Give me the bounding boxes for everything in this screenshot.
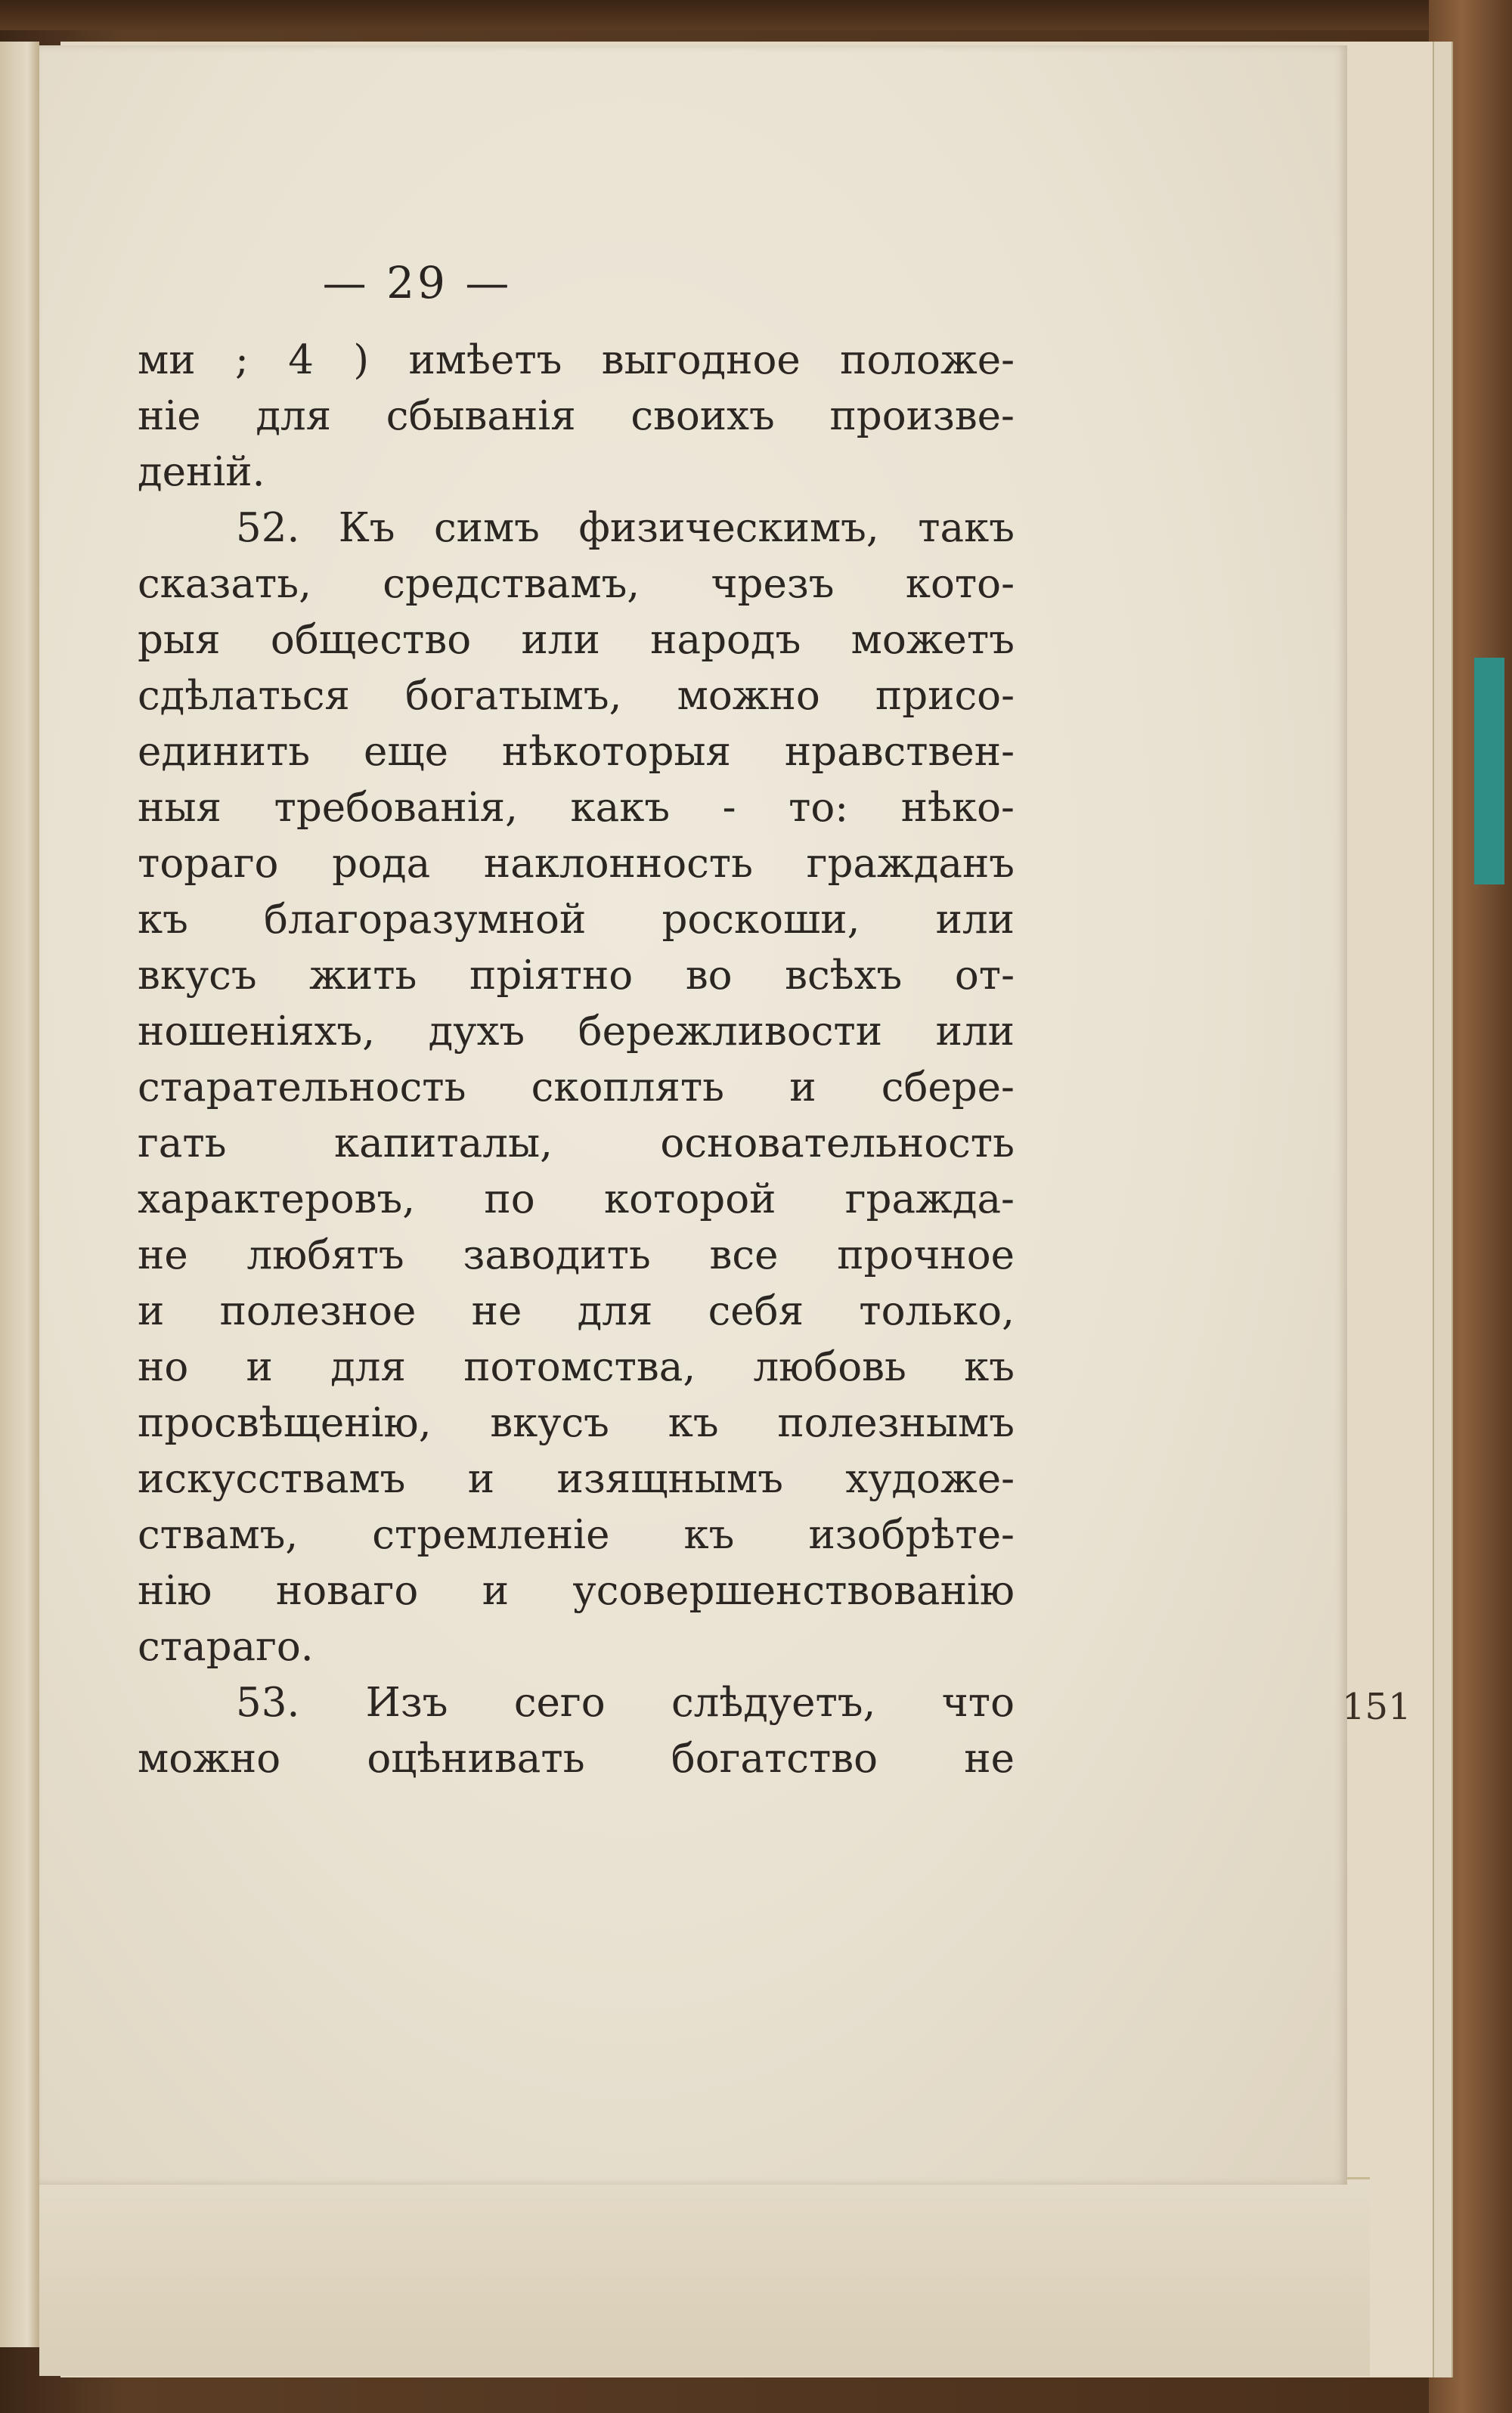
text-word: ношеніяхъ, xyxy=(138,1008,376,1055)
text-word: сбыванія xyxy=(386,393,576,439)
text-word: можетъ xyxy=(850,617,1015,663)
text-word: кото- xyxy=(905,561,1015,607)
text-line xyxy=(138,1563,1015,1619)
text-word: пріятно xyxy=(469,952,634,999)
text-word: основательность xyxy=(660,1120,1015,1166)
margin-note: 151 xyxy=(1342,1686,1411,1728)
text-word: капиталы, xyxy=(333,1120,553,1166)
text-word: чрезъ xyxy=(711,561,835,607)
text-line xyxy=(138,333,1015,389)
text-word: тораго xyxy=(138,841,279,887)
text-word: жить xyxy=(309,952,417,999)
text-word: стремленіе xyxy=(372,1512,610,1558)
facing-page-edge xyxy=(0,42,39,2347)
text-word: или xyxy=(521,617,600,663)
text-word: положе- xyxy=(840,337,1015,383)
text-word: стараго. xyxy=(138,1624,314,1670)
text-word: гать xyxy=(138,1120,227,1166)
text-word: бережливости xyxy=(578,1008,883,1055)
text-word: но xyxy=(138,1344,189,1390)
text-line xyxy=(138,612,1015,668)
text-word: симъ xyxy=(433,505,540,551)
text-line xyxy=(138,500,1015,556)
text-word: то: xyxy=(789,785,849,831)
text-word: духъ xyxy=(428,1008,525,1055)
text-line xyxy=(138,1619,1015,1675)
page-number: — 29 — xyxy=(322,257,513,308)
text-word: богатымъ, xyxy=(405,673,622,719)
text-word: народъ xyxy=(650,617,801,663)
text-word: от- xyxy=(954,952,1015,999)
text-line xyxy=(138,1004,1015,1060)
text-word: во xyxy=(685,952,733,999)
text-word: просвѣщенію, xyxy=(138,1400,432,1446)
text-word: изобрѣте- xyxy=(808,1512,1015,1558)
text-line xyxy=(138,1675,1015,1731)
text-word: любятъ xyxy=(246,1232,404,1278)
text-word: благоразумной xyxy=(264,897,587,943)
text-word: къ xyxy=(138,897,188,943)
text-word: нію xyxy=(138,1568,212,1614)
text-word: какъ xyxy=(570,785,671,831)
text-word: и xyxy=(482,1568,510,1614)
text-word: роскоши, xyxy=(662,897,860,943)
text-word: еще xyxy=(364,729,449,775)
text-word: характеровъ, xyxy=(138,1176,416,1222)
text-word: для xyxy=(330,1344,406,1390)
text-line xyxy=(138,1284,1015,1340)
text-word: нѣкоторыя xyxy=(501,729,731,775)
text-word: художе- xyxy=(845,1456,1015,1502)
text-word: ) xyxy=(353,337,370,383)
text-word: 4 xyxy=(288,337,314,383)
text-word: богатство xyxy=(671,1736,878,1782)
text-word: имѣетъ xyxy=(408,337,562,383)
text-word: для xyxy=(256,393,332,439)
text-line xyxy=(138,1228,1015,1284)
text-word: всѣхъ xyxy=(785,952,903,999)
text-word: по xyxy=(484,1176,535,1222)
text-word: къ xyxy=(668,1400,719,1446)
text-word: - xyxy=(722,785,736,831)
text-line xyxy=(138,444,1015,500)
text-word: 52. xyxy=(236,505,300,551)
text-word: старательность xyxy=(138,1064,466,1110)
text-word: усовершенствованію xyxy=(572,1568,1015,1614)
text-word: все xyxy=(709,1232,779,1278)
text-word: прочное xyxy=(837,1232,1015,1278)
text-line xyxy=(138,1395,1015,1451)
text-word: къ xyxy=(683,1512,735,1558)
text-word: сбере- xyxy=(881,1064,1015,1110)
text-word: и xyxy=(789,1064,816,1110)
text-line xyxy=(138,836,1015,892)
text-word: къ xyxy=(964,1344,1015,1390)
text-word: слѣдуетъ, xyxy=(671,1680,876,1726)
text-word: полезное xyxy=(219,1288,417,1334)
text-line xyxy=(138,1116,1015,1172)
text-line xyxy=(138,668,1015,724)
text-line xyxy=(138,1172,1015,1228)
text-word: Изъ xyxy=(365,1680,448,1726)
text-word: физическимъ, xyxy=(578,505,879,551)
text-word: скоплять xyxy=(531,1064,724,1110)
text-word: любовь xyxy=(753,1344,906,1390)
text-line xyxy=(138,1731,1015,1787)
text-word: произве- xyxy=(829,393,1015,439)
text-word: вкусъ xyxy=(138,952,257,999)
text-word: вкусъ xyxy=(490,1400,609,1446)
text-word: гражданъ xyxy=(806,841,1015,887)
text-word: ; xyxy=(234,337,249,383)
text-word: и xyxy=(138,1288,165,1334)
cover-top-edge xyxy=(0,0,1512,30)
text-word: не xyxy=(138,1232,188,1278)
text-word: можно xyxy=(138,1736,281,1782)
text-word: можно xyxy=(677,673,820,719)
text-word: не xyxy=(471,1288,522,1334)
book-page xyxy=(39,45,1347,2185)
text-word: потомства, xyxy=(463,1344,696,1390)
text-word: оцѣнивать xyxy=(367,1736,585,1782)
text-line xyxy=(138,1060,1015,1116)
body-text xyxy=(138,333,1015,1787)
text-word: единить xyxy=(138,729,311,775)
text-line xyxy=(138,1507,1015,1563)
text-word: сказать, xyxy=(138,561,311,607)
text-word: ми xyxy=(138,337,196,383)
text-word: которой xyxy=(604,1176,776,1222)
text-line xyxy=(138,780,1015,836)
text-word: сдѣлаться xyxy=(138,673,350,719)
text-word: такъ xyxy=(918,505,1015,551)
text-word: нѣко- xyxy=(900,785,1015,831)
text-word: изящнымъ xyxy=(556,1456,783,1502)
text-word: ныя xyxy=(138,785,222,831)
text-word: новаго xyxy=(275,1568,419,1614)
text-word: рыя xyxy=(138,617,221,663)
text-word: ствамъ, xyxy=(138,1512,299,1558)
text-line xyxy=(138,1451,1015,1507)
text-word: требованія, xyxy=(274,785,518,831)
text-word: себя xyxy=(708,1288,804,1334)
text-word: и xyxy=(467,1456,495,1502)
text-word: или xyxy=(935,1008,1015,1055)
text-line xyxy=(138,1340,1015,1395)
text-word: ніе xyxy=(138,393,201,439)
page-bottom-margin xyxy=(39,2177,1370,2376)
text-word: что xyxy=(941,1680,1015,1726)
text-word: выгодное xyxy=(601,337,801,383)
text-word: присо- xyxy=(875,673,1015,719)
text-word: гражда- xyxy=(844,1176,1015,1222)
text-line xyxy=(138,892,1015,948)
text-word: для xyxy=(577,1288,653,1334)
text-word: не xyxy=(964,1736,1015,1782)
text-line xyxy=(138,389,1015,444)
text-word: полезнымъ xyxy=(777,1400,1015,1446)
text-word: заводить xyxy=(463,1232,651,1278)
text-word: или xyxy=(935,897,1015,943)
text-word: своихъ xyxy=(631,393,775,439)
text-line xyxy=(138,948,1015,1004)
text-word: средствамъ, xyxy=(383,561,640,607)
text-line xyxy=(138,556,1015,612)
text-word: рода xyxy=(332,841,431,887)
text-word: и xyxy=(246,1344,273,1390)
text-word: искусствамъ xyxy=(138,1456,406,1502)
text-word: нравствен- xyxy=(784,729,1015,775)
text-word: общество xyxy=(270,617,472,663)
text-word: сего xyxy=(513,1680,606,1726)
text-word: Къ xyxy=(338,505,395,551)
text-line xyxy=(138,724,1015,780)
text-word: деній. xyxy=(138,449,265,495)
bookmark-tab xyxy=(1474,658,1504,884)
text-word: только, xyxy=(859,1288,1015,1334)
text-word: 53. xyxy=(236,1680,300,1726)
text-word: наклонность xyxy=(483,841,753,887)
